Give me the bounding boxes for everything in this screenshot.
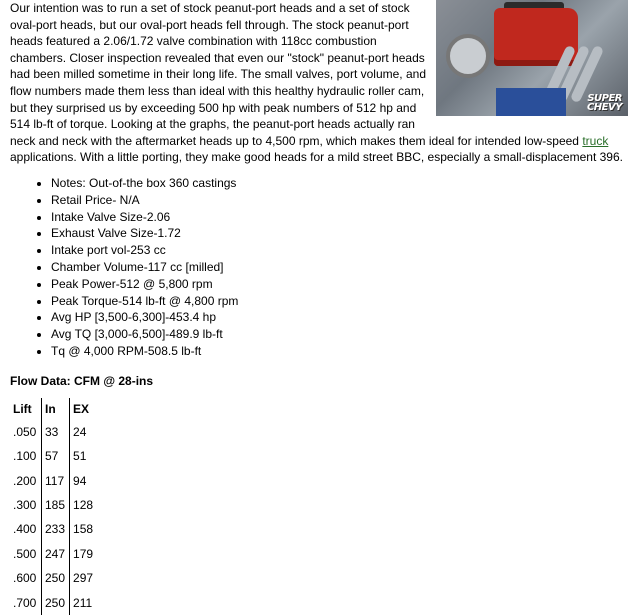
spec-list xyxy=(10,175,628,360)
intake-cell: 33 xyxy=(42,420,70,444)
table-row xyxy=(10,420,97,444)
spec-item: • Chamber Volume-117 cc [milled] xyxy=(51,259,628,276)
lift-cell: .500 xyxy=(10,542,42,566)
exhaust-cell: 297 xyxy=(73,571,94,586)
exhaust-cell: 179 xyxy=(73,546,94,561)
lift-cell: .300 xyxy=(10,493,42,517)
pulley-shape xyxy=(446,34,490,78)
article xyxy=(10,0,628,615)
column-header-ex: EX xyxy=(73,401,90,416)
column-header-in: In xyxy=(42,398,70,420)
lift-cell: .050 xyxy=(10,420,42,444)
lift-cell: .100 xyxy=(10,444,42,468)
column-header-lift: Lift xyxy=(10,398,42,420)
exhaust-cell: 24 xyxy=(73,424,87,439)
super-chevy-logo: SUPER CHEVY xyxy=(586,93,622,113)
table-row xyxy=(10,542,97,566)
truck-link[interactable]: truck xyxy=(582,133,609,148)
spec-item: • Retail Price- N/A xyxy=(51,192,628,209)
intake-cell: 117 xyxy=(42,468,70,492)
engine-stand-shape xyxy=(496,88,566,116)
intake-cell: 57 xyxy=(42,444,70,468)
spec-item: • Exhaust Valve Size-1.72 xyxy=(51,225,628,242)
engine-photo[interactable] xyxy=(436,0,628,116)
spec-item: • Notes: Out-of-the box 360 castings xyxy=(51,175,628,192)
table-row xyxy=(10,468,97,492)
table-row xyxy=(10,566,97,590)
table-row xyxy=(10,444,97,468)
lift-cell: .600 xyxy=(10,566,42,590)
spec-item: • Avg TQ [3,000-6,500]-489.9 lb-ft xyxy=(51,326,628,343)
table-row xyxy=(10,590,97,614)
intake-cell: 185 xyxy=(42,493,70,517)
spec-item: • Avg HP [3,500-6,300]-453.4 hp xyxy=(51,309,628,326)
exhaust-cell: 158 xyxy=(73,522,94,537)
lift-cell: .200 xyxy=(10,468,42,492)
lift-cell: .400 xyxy=(10,517,42,541)
intake-cell: 233 xyxy=(42,517,70,541)
exhaust-cell: 94 xyxy=(73,473,87,488)
intake-cell: 247 xyxy=(42,542,70,566)
spec-item: • Peak Torque-514 lb-ft @ 4,800 rpm xyxy=(51,293,628,310)
intake-cell: 250 xyxy=(42,590,70,614)
spec-item: • Intake port vol-253 cc xyxy=(51,242,628,259)
flow-data-table xyxy=(10,398,97,615)
intro-text-end: applications. With a little porting, they make good heads for a mild street BBC, especially a small-displacement 396. xyxy=(10,150,623,165)
spec-item: • Tq @ 4,000 RPM-508.5 lb-ft xyxy=(51,343,628,360)
table-header-row xyxy=(10,398,97,420)
spec-item: • Intake Valve Size-2.06 xyxy=(51,209,628,226)
spec-item: • Peak Power-512 @ 5,800 rpm xyxy=(51,276,628,293)
exhaust-cell: 128 xyxy=(73,498,94,513)
table-row xyxy=(10,517,97,541)
lift-cell: .700 xyxy=(10,590,42,614)
flow-data-title: Flow Data: CFM @ 28-ins xyxy=(10,373,154,388)
intake-cell: 250 xyxy=(42,566,70,590)
table-row xyxy=(10,493,97,517)
exhaust-cell: 51 xyxy=(73,449,87,464)
intro-text: Our intention was to run a set of stock peanut-port heads and a set of stock oval-port heads, but our oval-port heads fell through. The stock peanut-port heads featured a 2.06/1.72 valve combination with 118cc combustion chambers. Closer inspection revealed that even our "stock" peanut-port heads had been milled sometime in their long life. The small valves, port volume, and flow numbers made them less than ideal with this healthy hydraulic roller cam, but they surprised us by exceeding 500 hp with peak numbers of 512 hp and 514 lb-ft of torque. Looking at the graphs, the peanut-port heads actually ran neck and neck with the aftermarket heads up to 4,500 rpm, which makes them ideal for intended low-speed xyxy=(10,1,583,148)
exhaust-cell: 211 xyxy=(73,595,93,610)
